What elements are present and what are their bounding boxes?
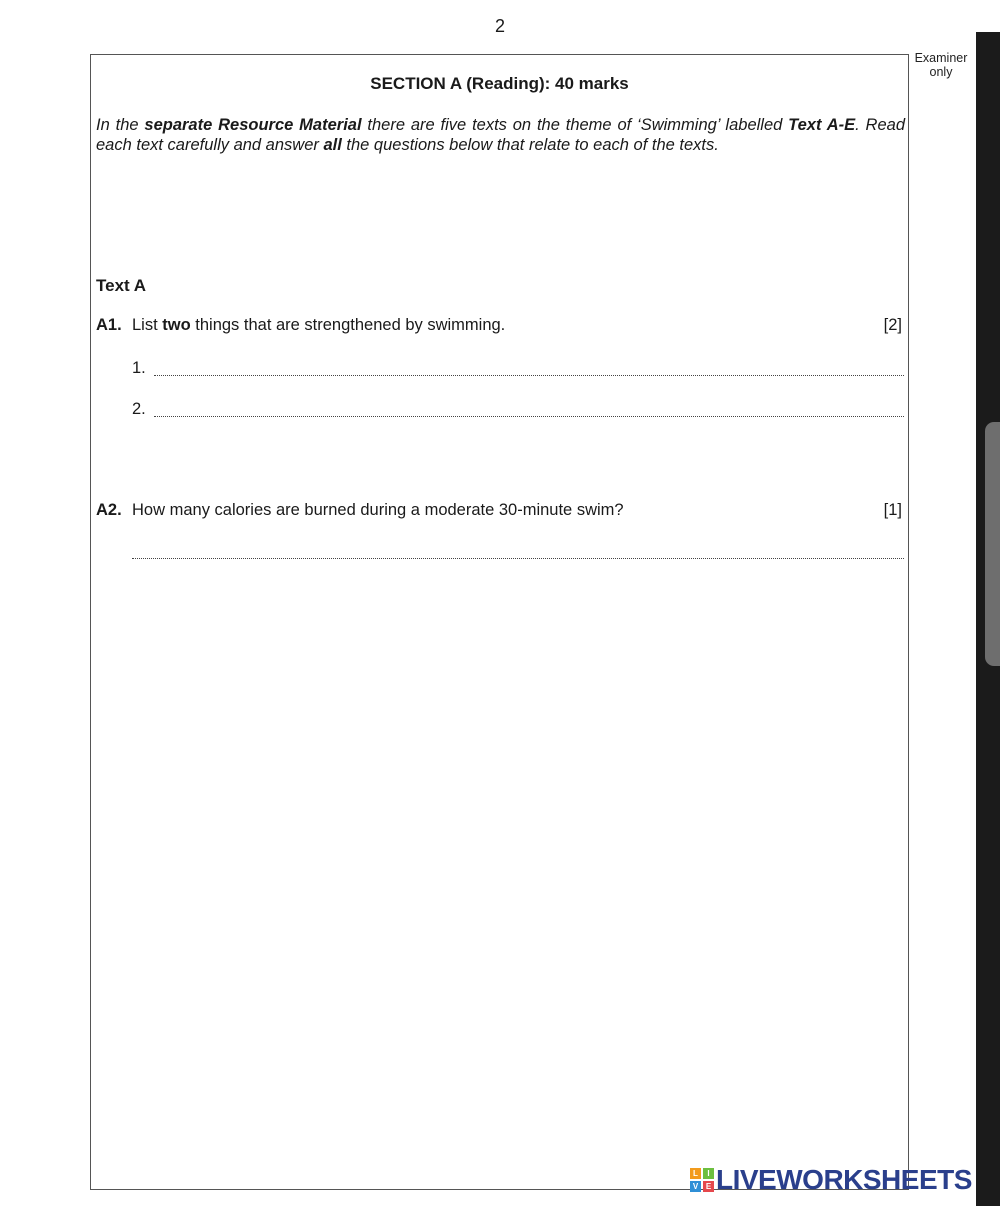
question-number: A1. [96,316,122,334]
question-text-part: List [132,316,163,334]
answer-line-2[interactable] [132,400,904,420]
answer-dotted-line[interactable] [154,416,904,417]
instructions-paragraph [96,116,905,155]
intro-part3: . Read each text carefully and answer [96,116,906,154]
answer-line-1[interactable] [132,359,904,379]
intro-bold2: Text A-E [788,116,856,134]
intro-bold1: separate Resource Material [144,116,362,134]
question-marks: [1] [883,501,902,519]
intro-bold3: all [323,135,342,154]
answer-dotted-line[interactable] [154,375,904,376]
intro-part1: In the [96,116,145,134]
logo-tile: L [690,1168,701,1179]
watermark-text: LIVEWORKSHEETS [716,1164,972,1195]
logo-tile: I [703,1168,714,1179]
liveworksheets-logo-icon [690,1168,714,1192]
examiner-label-line2: only [929,65,953,79]
liveworksheets-watermark [690,1164,972,1196]
question-text: How many calories are burned during a moderate 30-minute swim? [132,501,624,519]
answer-dotted-line[interactable] [132,558,904,559]
logo-tile: V [690,1181,701,1192]
question-text-bold: two [162,316,191,334]
text-a-heading: Text A [96,276,147,295]
intro-part2: there are five texts on the theme of ‘Swimming’ labelled [361,116,789,134]
answer-number: 2. [132,400,146,418]
question-marks: [2] [883,316,902,334]
question-text [132,316,505,335]
answer-number: 1. [132,359,146,377]
intro-part4: the questions below that relate to each of the texts. [341,135,719,154]
answer-frame [90,54,909,1190]
question-text-part: things that are strengthened by swimming. [190,316,506,334]
section-title: SECTION A (Reading): 40 marks [370,74,629,93]
examiner-only-label [910,51,972,79]
examiner-label-line1: Examiner [914,51,968,65]
scroll-handle[interactable] [985,422,1000,666]
question-number: A2. [96,501,122,519]
logo-tile: E [703,1181,714,1192]
page-number: 2 [494,16,505,36]
